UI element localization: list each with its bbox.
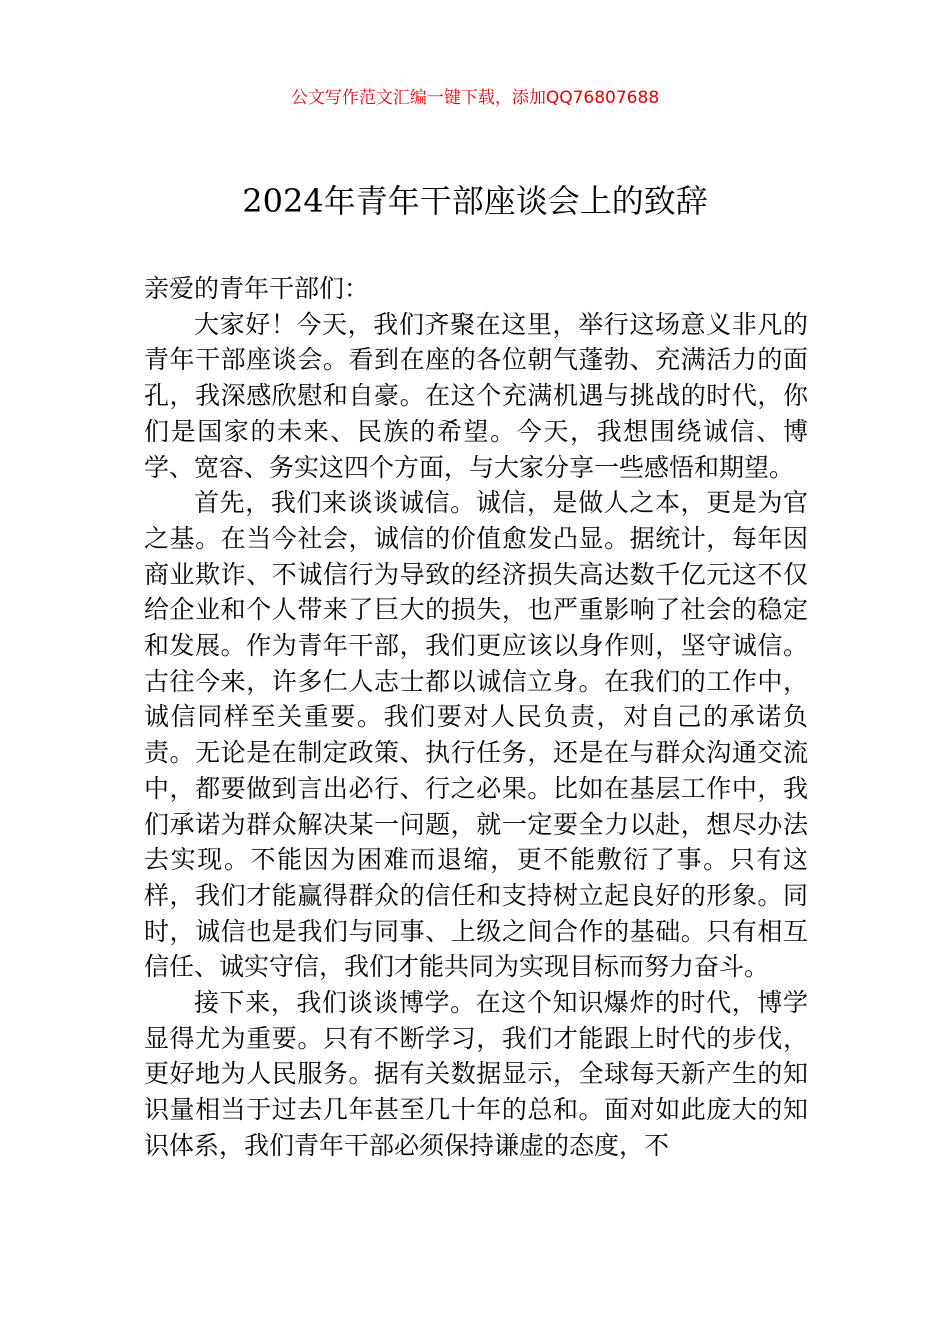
paragraph-integrity: 首先，我们来谈谈诚信。诚信，是做人之本，更是为官之基。在当今社会，诚信的价值愈发凸显。据统计，每年因商业欺诈、不诚信行为导致的经济损失高达数千亿元这不仅给企业和个人带来了巨大的损失，也严重影响了社会的稳定和发展。作为青年干部，我们更应该以身作则，坚守诚信。古往今来，许多仁人志士都以诚信立身。在我们的工作中，诚信同样至关重要。我们要对人民负责，对自己的承诺负责。无论是在制定政策、执行任务，还是在与群众沟通交流中，都要做到言出必行、行之必果。比如在基层工作中，我们承诺为群众解决某一问题，就一定要全力以赴，想尽办法去实现。不能因为困难而退缩，更不能敷衍了事。只有这样，我们才能赢得群众的信任和支持树立起良好的形象。同时，诚信也是我们与同事、上级之间合作的基础。只有相互信任、诚实守信，我们才能共同为实现目标而努力奋斗。 bbox=[144, 488, 808, 982]
document-body bbox=[144, 271, 808, 1164]
paragraph-opening: 大家好！今天，我们齐聚在这里，举行这场意义非凡的青年干部座谈会。看到在座的各位朝气蓬勃、充满活力的面孔，我深感欣慰和自豪。在这个充满机遇与挑战的时代，你们是国家的未来、民族的希望。今天，我想围绕诚信、博学、宽容、务实这四个方面，与大家分享一些感悟和期望。 bbox=[144, 309, 808, 482]
document-title: 2024年青年干部座谈会上的致辞 bbox=[242, 182, 708, 220]
salutation: 亲爱的青年干部们： bbox=[144, 274, 370, 303]
paragraph-learning: 接下来，我们谈谈博学。在这个知识爆炸的时代，博学显得尤为重要。只有不断学习，我们才能跟上时代的步伐，更好地为人民服务。据有关数据显示，全球每天新产生的知识量相当于过去几年甚至几十年的总和。面对如此庞大的知识体系，我们青年干部必须保持谦虚的态度，不 bbox=[144, 988, 808, 1160]
download-notice: 公文写作范文汇编一键下载，添加QQ76807688 bbox=[290, 88, 660, 108]
